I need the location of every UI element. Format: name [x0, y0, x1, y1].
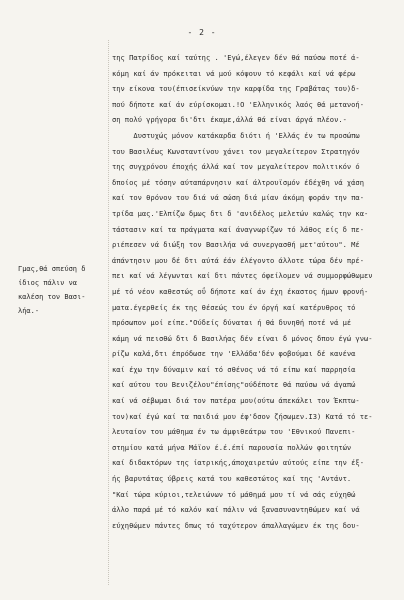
text-line: καί τον θρόνον του διά νά σώση διά μίαν άκόμη φοράν την πα-: [112, 193, 364, 203]
text-line: καί διδακτόρων της ίατρικής,άποχαιρετών αύτούς είπε την έξ-: [112, 458, 364, 468]
page-number: - 2 -: [187, 28, 217, 37]
text-line: πρόσωπον μοί είπε."Ούδείς δύναται ή θά δυνηθή ποτέ νά μέ: [112, 318, 352, 328]
margin-annotation: Γμας,θά σπεύση δ ίδιος πάλιν να καλέση τον Βασι- λήα.-: [18, 265, 86, 315]
text-line: τάστασιν καί τα πράγματα καί άναγνωρίζων τό λάθος είς δ πε-: [112, 224, 364, 234]
text-line: λευταίον του μάθημα έν τω άμφιθεάτρω του 'Εθνικού Πανεπι-: [112, 427, 356, 437]
text-line: καί αύτου του Βενιζέλου"έπίσης"ούδέποτε θά παύσω νά άγαπώ: [112, 380, 356, 390]
text-line: ριέπεσεν νά διώξη τον Βασιλήα νά συνεργασθή μετ'αύτου". Μέ: [112, 240, 360, 250]
text-line: Δυστυχώς μόνον κατάκαρδα διότι ή 'Ελλάς έν τω προσώπω: [112, 130, 360, 140]
text-line: της συγχρόνου έποχής άλλά καί τον μεγαλείτερον πολιτικόν ό: [112, 162, 360, 172]
text-line: δποίος μέ τόσην αύταπάρνησιν καί άλτρουϊσμόν έδέχθη νά χάση: [112, 177, 364, 187]
text-line: άπάντησιν μου δέ δτι αύτά έάν έλέγοντο άλλοτε τώρα δέν πρέ-: [112, 255, 364, 265]
text-line: τον)καί έγώ καί τα παιδιά μου έφ'δσον ζήσωμεν.Ι3) Κατά τό τε-: [112, 411, 373, 421]
text-line: πει καί νά λέγωνται καί δτι πάντες όφείλομεν νά συμμορφώθωμεν: [112, 271, 373, 281]
text-line: τρίδα μας.'Ελπίζω δμως δτι δ 'ανιδέλος μελετών καλώς την κα-: [112, 208, 369, 218]
text-line: ση πολύ γρήγορα δι'δτι έκαμε,άλλά θά είναι άργά πλέον.-: [112, 115, 347, 125]
text-line: της Πατρίδος καί ταύτης . 'Εγώ,έλεγεν δέν θά παύσω ποτέ ά-: [112, 53, 360, 62]
text-line: ρίζω καλά,δτι έπρόδωσε την 'Ελλάδα'δέν φοβούμαι δέ κανένα: [112, 349, 356, 359]
text-line: καί έχω την δύναμιν καί τό σθένος νά τό είπω καί παρρησία: [112, 364, 356, 374]
text-line: την είκονα του(έπισείκνύων την καρφίδα της Γραβάτας του)δ-: [112, 84, 360, 94]
body-text: [112, 50, 394, 533]
text-line: κόμη καί άν πρόκειται νά μού κόψουν τό κεφάλι καί νά φέρω: [112, 68, 356, 78]
text-line: του Βασιλέως Κωνσταντίνου χάνει τον μεγαλείτερον Στρατηγόν: [112, 146, 360, 156]
text-line: ής βαρυτάτας ύβρεις κατά του καθεστώτος καί της 'Αντάντ.: [112, 474, 352, 484]
text-line: άλλο παρά μέ τό καλόν καί πάλιν νά ξανασυναντηθώμεν καί νά: [112, 505, 360, 515]
text-line: πού δήποτε καί άν εύρίσκομαι.!Ο 'Ελληνικός λαός θά μετανοή-: [112, 99, 364, 109]
text-line: στημίου κατά μήνα Μάϊον έ.έ.έπί παρουσία πολλών φοιτητών: [112, 442, 352, 452]
text-line: "Καί τώρα κύριοι,τελειώνων τό μάθημά μου τί νά σάς εύχηθώ: [112, 489, 356, 499]
text-line: ματα.έγερθείς έκ της θέσεώς του έν όργή καί κατέρυθρος τό: [112, 302, 356, 312]
text-line: εύχηθώμεν πάντες δπως τό ταχύτερον άπαλλαγώμεν έκ της δου-: [112, 520, 360, 530]
text-line: κάμη νά πεισθώ δτι δ Βασιλήας δέν είναι δ μόνος δπου έγώ γνω-: [112, 333, 373, 343]
text-line: καί νά σέβωμαι διά τον πατέρα μου(ούτω άπεκάλει τον Έκπτω-: [112, 396, 360, 406]
text-line: μέ τό νέον καθεστώς οΰ δήποτε καί άν έχη έκαστος ήμων φρονή-: [112, 286, 369, 296]
margin-divider: [108, 40, 109, 585]
